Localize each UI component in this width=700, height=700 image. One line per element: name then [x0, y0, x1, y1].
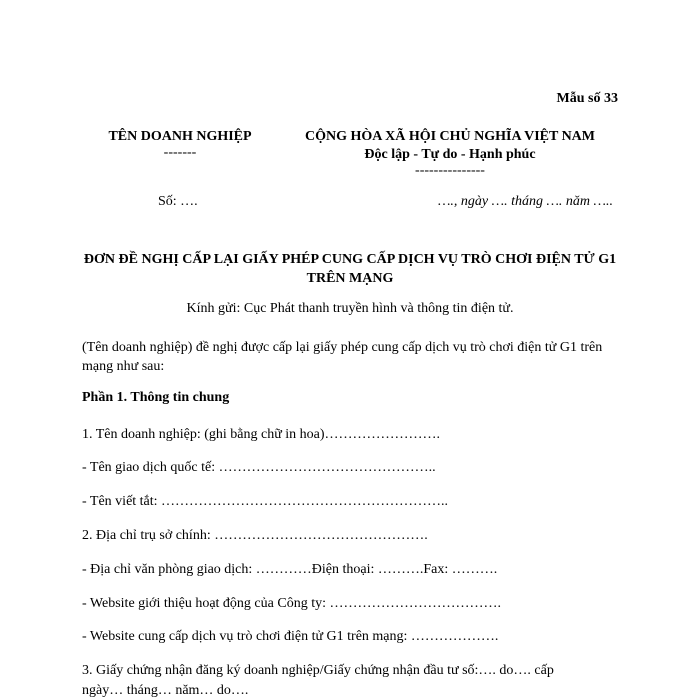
document-number: Số: ….: [158, 194, 198, 209]
national-motto: Độc lập - Tự do - Hạnh phúc: [364, 147, 536, 162]
nation-title: CỘNG HÒA XÃ HỘI CHỦ NGHĨA VIỆT NAM: [304, 129, 595, 144]
field-registration-certificate: 3. Giấy chứng nhận đăng ký doanh nghiệp/Giấy chứng nhận đầu tư số:…. do…. cấp: [82, 663, 554, 678]
intro-paragraph: (Tên doanh nghiệp) đề nghị được cấp lại giấy phép cung cấp dịch vụ trò chơi điện tử G1 trên mạng như sau:: [82, 340, 603, 374]
document-title: ĐƠN ĐỀ NGHỊ CẤP LẠI GIẤY PHÉP CUNG CẤP DỊCH VỤ TRÒ CHƠI ĐIỆN TỬ G1 TRÊN MẠNG: [83, 252, 617, 286]
field-enterprise-name: 1. Tên doanh nghiệp: (ghi bằng chữ in hoa)…………………….: [82, 427, 441, 442]
field-company-website: - Website giới thiệu hoạt động của Công ty: ……………………………….: [82, 596, 501, 611]
section-1-title: Phần 1. Thông tin chung: [82, 390, 230, 405]
enterprise-header: [80, 128, 280, 160]
field-abbreviation: - Tên viết tắt: ……………………………………………………..: [82, 494, 449, 509]
motto-rule: ---------------: [415, 163, 485, 178]
national-header: [280, 128, 620, 178]
enterprise-rule: -------: [163, 145, 197, 160]
enterprise-name: TÊN DOANH NGHIỆP: [108, 129, 252, 144]
field-game-website: - Website cung cấp dịch vụ trò chơi điện tử G1 trên mạng: ……………….: [82, 629, 499, 644]
form-number: Mẫu số 33: [556, 91, 618, 106]
field-head-office: 2. Địa chỉ trụ sở chính: ……………………………………….: [82, 528, 428, 543]
field-office-address: - Địa chỉ văn phòng giao dịch: …………Điện thoại: ……….Fax: ……….: [82, 562, 498, 577]
field-international-name: - Tên giao dịch quốc tế: ………………………………………..: [82, 460, 436, 475]
field-registration-date: ngày… tháng… năm… do….: [82, 683, 249, 698]
document-date: …., ngày …. tháng …. năm …..: [437, 194, 613, 209]
recipient-line: Kính gửi: Cục Phát thanh truyền hình và thông tin điện tử.: [186, 301, 514, 316]
